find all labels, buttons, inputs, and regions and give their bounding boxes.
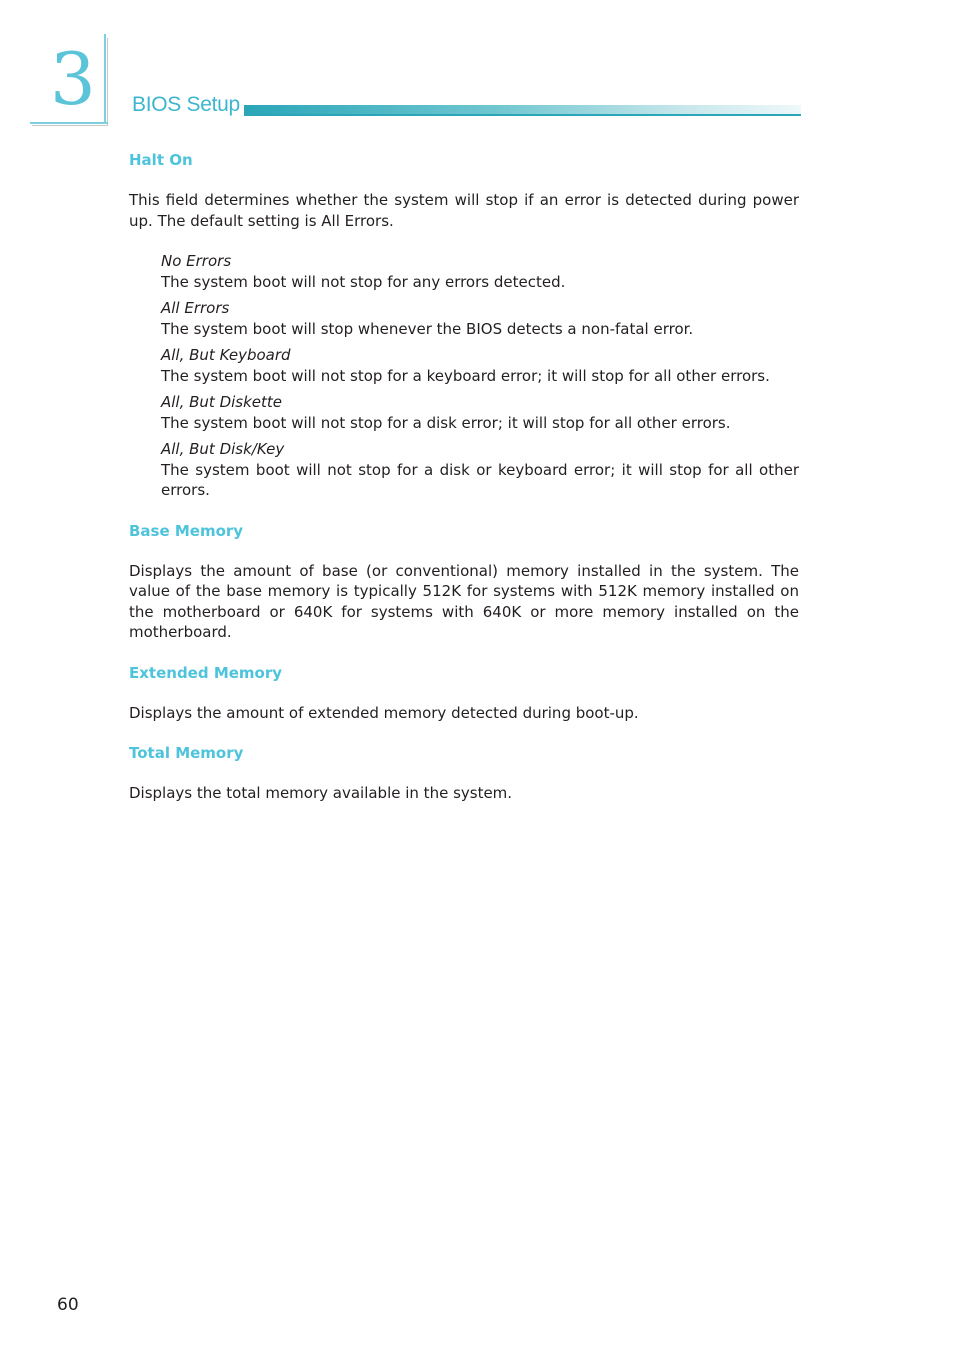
- chapter-marker: [30, 34, 108, 126]
- option-name: No Errors: [161, 252, 232, 270]
- section-body-total-memory: Displays the total memory available in the system.: [129, 784, 513, 802]
- section-heading-total-memory: Total Memory: [129, 744, 244, 762]
- chapter-title: BIOS Setup: [132, 93, 240, 116]
- chapter-marker-shadow-horizontal: [32, 125, 108, 126]
- chapter-marker-vertical-line: [104, 34, 106, 124]
- option-name: All, But Diskette: [161, 393, 283, 411]
- section-heading-extended-memory: Extended Memory: [129, 663, 283, 682]
- section-body-halt-on: This field determines whether the system will stop if an error is detected during power up. The default setting is All Errors.: [129, 191, 799, 230]
- chapter-number: 3: [50, 37, 96, 121]
- section-body-extended-memory: Displays the amount of extended memory detected during boot-up.: [129, 703, 639, 722]
- option-name: All, But Disk/Key: [161, 440, 285, 458]
- option-description: The system boot will not stop for a disk or keyboard error; it will stop for all other errors.: [161, 460, 799, 499]
- option-name: All Errors: [161, 299, 230, 317]
- chapter-marker-shadow-vertical: [107, 38, 108, 126]
- page-content: [129, 150, 799, 824]
- option-description: The system boot will not stop for a disk error; it will stop for all other errors.: [161, 413, 731, 432]
- section-heading-halt-on: Halt On: [129, 151, 193, 169]
- option-name: All, But Keyboard: [161, 346, 291, 364]
- section-heading-base-memory: Base Memory: [129, 521, 244, 540]
- page-number: 60: [57, 1295, 79, 1315]
- section-body-base-memory: Displays the amount of base (or conventional) memory installed in the system. The value of the base memory is typically 512K for systems with 512K memory installed on the motherboard or 640K for systems with 640K or more memory installed on the motherboard.: [129, 561, 799, 641]
- option-item: [161, 345, 799, 386]
- option-description: The system boot will stop whenever the BIOS detects a non-fatal error.: [161, 319, 694, 338]
- option-item: [161, 298, 799, 339]
- option-item: [161, 392, 799, 433]
- halt-on-options-list: [161, 251, 799, 501]
- chapter-marker-horizontal-line: [30, 122, 108, 124]
- option-item: [161, 439, 799, 501]
- option-item: [161, 251, 799, 292]
- chapter-title-underline: [244, 114, 801, 116]
- option-description: The system boot will not stop for any errors detected.: [161, 272, 566, 291]
- option-description: The system boot will not stop for a keyboard error; it will stop for all other errors.: [161, 366, 770, 385]
